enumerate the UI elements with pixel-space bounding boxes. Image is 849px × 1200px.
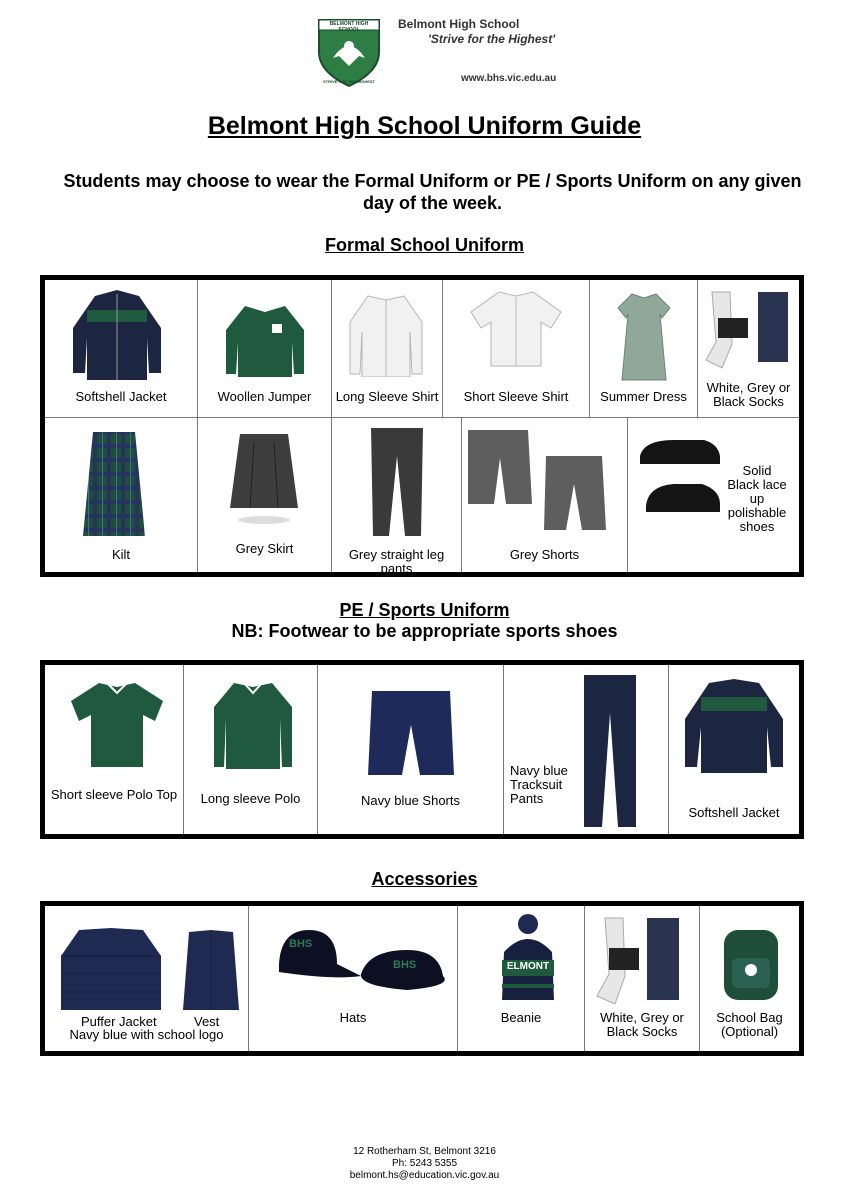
caption: Navy blue Tracksuit Pants (510, 763, 568, 806)
formal-item-socks (698, 280, 799, 418)
crest-text-top: BELMONT HIGH SCHOOL (329, 21, 369, 33)
formal-item-woollen-jumper (198, 280, 332, 418)
intro-text: Students may choose to wear the Formal Uniform or PE / Sports Uniform on any given day of the week. (63, 171, 802, 213)
caption: Short Sleeve Shirt (463, 389, 569, 404)
softshell-jacket-image (65, 288, 170, 383)
caption: Long Sleeve Shirt (335, 389, 439, 404)
school-bag-image (718, 924, 784, 1004)
beanie-image (496, 912, 560, 1004)
sports-item-long-polo (184, 665, 318, 834)
school-motto: 'Strive for the Highest' (428, 32, 556, 46)
accessory-puffer-jacket-vest (45, 906, 249, 1051)
accessories-heading: Accessories (371, 869, 478, 889)
polo-top-image (67, 679, 167, 769)
socks-image (595, 914, 685, 1006)
school-crest-logo (313, 10, 385, 90)
caption: School Bag (Optional) (716, 1010, 783, 1039)
caption: Navy blue Shorts (361, 793, 460, 808)
page-title: Belmont High School Uniform Guide (207, 112, 642, 140)
caption: Solid Black lace up polishable shoes (727, 463, 787, 534)
long-polo-image (208, 679, 298, 771)
sports-uniform-table (40, 660, 804, 839)
puffer-jacket-vest-image (59, 926, 239, 1012)
sports-item-navy-shorts (318, 665, 504, 834)
formal-item-kilt (45, 418, 198, 572)
sports-item-tracksuit-pants (504, 665, 669, 834)
sports-item-softshell-jacket (669, 665, 799, 834)
formal-item-grey-shorts (462, 418, 628, 572)
beanie-text: ELMONT (506, 961, 550, 972)
hat-text-bucket: BHS (393, 959, 417, 971)
formal-item-short-sleeve-shirt (443, 280, 590, 418)
accessory-school-bag (700, 906, 799, 1051)
caption: Grey Shorts (509, 547, 580, 562)
crest-text-bottom: STRIVE FOR THE HIGHEST (322, 79, 375, 84)
caption: Grey Skirt (235, 541, 294, 556)
kilt-image (79, 430, 149, 540)
footer-phone: Ph: 5243 5355 (391, 1158, 458, 1169)
formal-item-long-sleeve-shirt (332, 280, 443, 418)
socks-image (704, 288, 792, 370)
navy-shorts-image (366, 689, 456, 779)
caption: Beanie (500, 1010, 542, 1025)
formal-item-summer-dress (590, 280, 698, 418)
formal-uniform-table (40, 275, 804, 577)
footer-email[interactable]: belmont.hs@education.vic.gov.au (349, 1170, 500, 1181)
hat-text-cap: BHS (289, 938, 313, 950)
accessory-beanie (458, 906, 585, 1051)
long-sleeve-shirt-image (346, 292, 426, 377)
sports-heading: PE / Sports Uniform (339, 600, 510, 620)
summer-dress-image (612, 292, 676, 382)
caption: Long sleeve Polo (200, 791, 301, 806)
footer-address: 12 Rotherham St, Belmont 3216 (353, 1146, 496, 1157)
caption: Softshell Jacket (75, 389, 167, 404)
tracksuit-pants-image (580, 673, 640, 829)
formal-item-grey-pants (332, 418, 462, 576)
sports-note: NB: Footwear to be appropriate sports shoes (231, 621, 618, 641)
caption: Summer Dress (600, 389, 687, 404)
hats-image (273, 924, 453, 994)
grey-pants-image (367, 426, 427, 538)
accessory-hats (249, 906, 458, 1051)
puffer-note: Navy blue with school logo (69, 1027, 224, 1042)
school-name: Belmont High School (398, 17, 520, 31)
caption: Short sleeve Polo Top (50, 787, 178, 802)
black-shoes-image (634, 430, 724, 520)
caption: White, Grey or Black Socks (706, 380, 791, 409)
softshell-jacket-image (679, 677, 789, 775)
accessories-table (40, 901, 804, 1056)
caption: White, Grey or Black Socks (600, 1010, 684, 1039)
formal-heading: Formal School Uniform (324, 235, 524, 255)
short-sleeve-shirt-image (469, 288, 564, 368)
formal-item-grey-skirt (198, 418, 332, 572)
sports-item-polo-top (45, 665, 184, 834)
school-website[interactable]: www.bhs.vic.edu.au (461, 73, 557, 84)
puffer-jacket-label: Puffer Jacket (81, 1014, 157, 1029)
caption: Softshell Jacket (688, 805, 780, 820)
caption: Kilt (111, 547, 131, 562)
vest-label: Vest (194, 1014, 220, 1029)
caption: Grey straight leg pants (348, 547, 445, 576)
accessory-socks (585, 906, 700, 1051)
formal-item-black-shoes (628, 418, 799, 572)
caption: Woollen Jumper (217, 389, 312, 404)
grey-skirt-image (228, 432, 300, 527)
woollen-jumper-image (220, 302, 310, 377)
grey-shorts-image (466, 428, 610, 538)
caption: Hats (339, 1010, 367, 1025)
footer-contact (0, 1146, 849, 1182)
formal-item-softshell-jacket (45, 280, 198, 418)
